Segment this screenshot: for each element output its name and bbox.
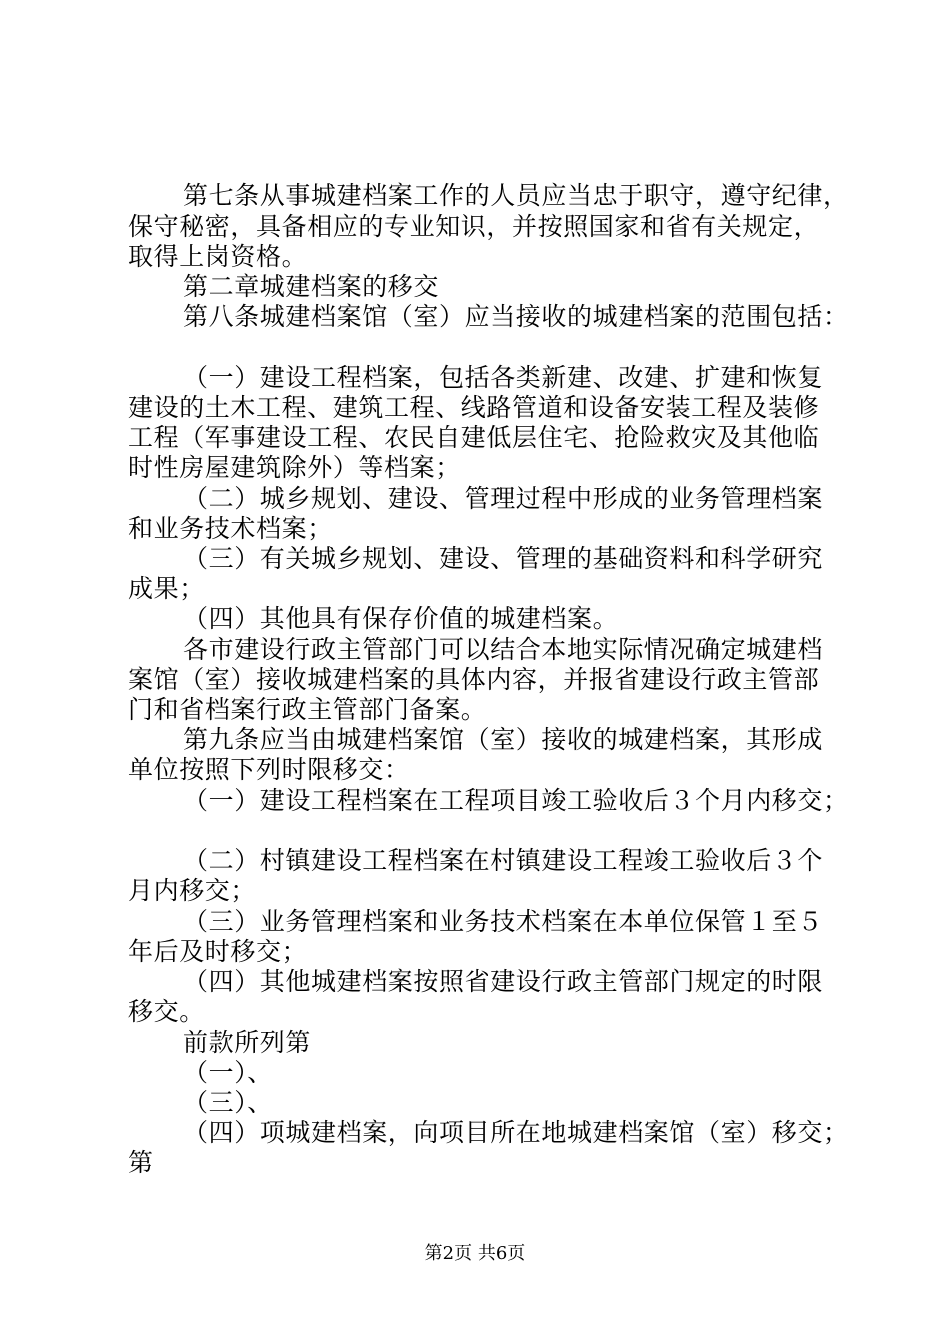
text-line: 前款所列第	[183, 1028, 312, 1057]
text-line: 第七条从事城建档案工作的人员应当忠于职守，遵守纪律，	[183, 181, 849, 210]
text-line: 移交。	[128, 997, 205, 1026]
text-line: 单位按照下列时限移交：	[128, 755, 410, 784]
text-line: 第八条城建档案馆（室）应当接收的城建档案的范围包括：	[183, 302, 849, 331]
text-line: 各市建设行政主管部门可以结合本地实际情况确定城建档	[183, 635, 824, 664]
text-line: 和业务技术档案；	[128, 514, 333, 543]
text-line: （一）建设工程档案在工程项目竣工验收后３个月内移交；	[183, 786, 849, 815]
text-line: 成果；	[128, 574, 205, 603]
text-line: （三）、	[183, 1088, 273, 1117]
text-line: （一）、	[183, 1058, 273, 1087]
text-line: 保守秘密，具备相应的专业知识，并按照国家和省有关规定，	[128, 212, 820, 241]
text-line: 第	[128, 1148, 154, 1177]
text-line: 年后及时移交；	[128, 937, 308, 966]
text-line: 月内移交；	[128, 876, 257, 905]
text-line: （一）建设工程档案，包括各类新建、改建、扩建和恢复	[183, 363, 824, 392]
text-line: （四）其他城建档案按照省建设行政主管部门规定的时限	[183, 967, 824, 996]
text-line: 建设的土木工程、建筑工程、线路管道和设备安装工程及装修	[128, 393, 820, 422]
text-line: 案馆（室）接收城建档案的具体内容，并报省建设行政主管部	[128, 665, 820, 694]
text-line: 取得上岗资格。	[128, 242, 308, 271]
text-line: 门和省档案行政主管部门备案。	[128, 695, 487, 724]
page-footer: 第2页 共6页	[424, 1243, 526, 1264]
text-line: （四）项城建档案，向项目所在地城建档案馆（室）移交；	[183, 1118, 849, 1147]
text-line: （二）村镇建设工程档案在村镇建设工程竣工验收后３个	[183, 846, 824, 875]
text-line: （四）其他具有保存价值的城建档案。	[183, 604, 619, 633]
chapter-heading: 第二章城建档案的移交	[183, 272, 440, 301]
text-line: （二）城乡规划、建设、管理过程中形成的业务管理档案	[183, 484, 824, 513]
text-line: （三）业务管理档案和业务技术档案在本单位保管１至５	[183, 907, 824, 936]
text-line: （三）有关城乡规划、建设、管理的基础资料和科学研究	[183, 544, 824, 573]
text-line: 时性房屋建筑除外）等档案；	[128, 453, 461, 482]
text-line: 第九条应当由城建档案馆（室）接收的城建档案，其形成	[183, 725, 824, 754]
text-line: 工程（军事建设工程、农民自建低层住宅、抢险救灾及其他临	[128, 423, 820, 452]
